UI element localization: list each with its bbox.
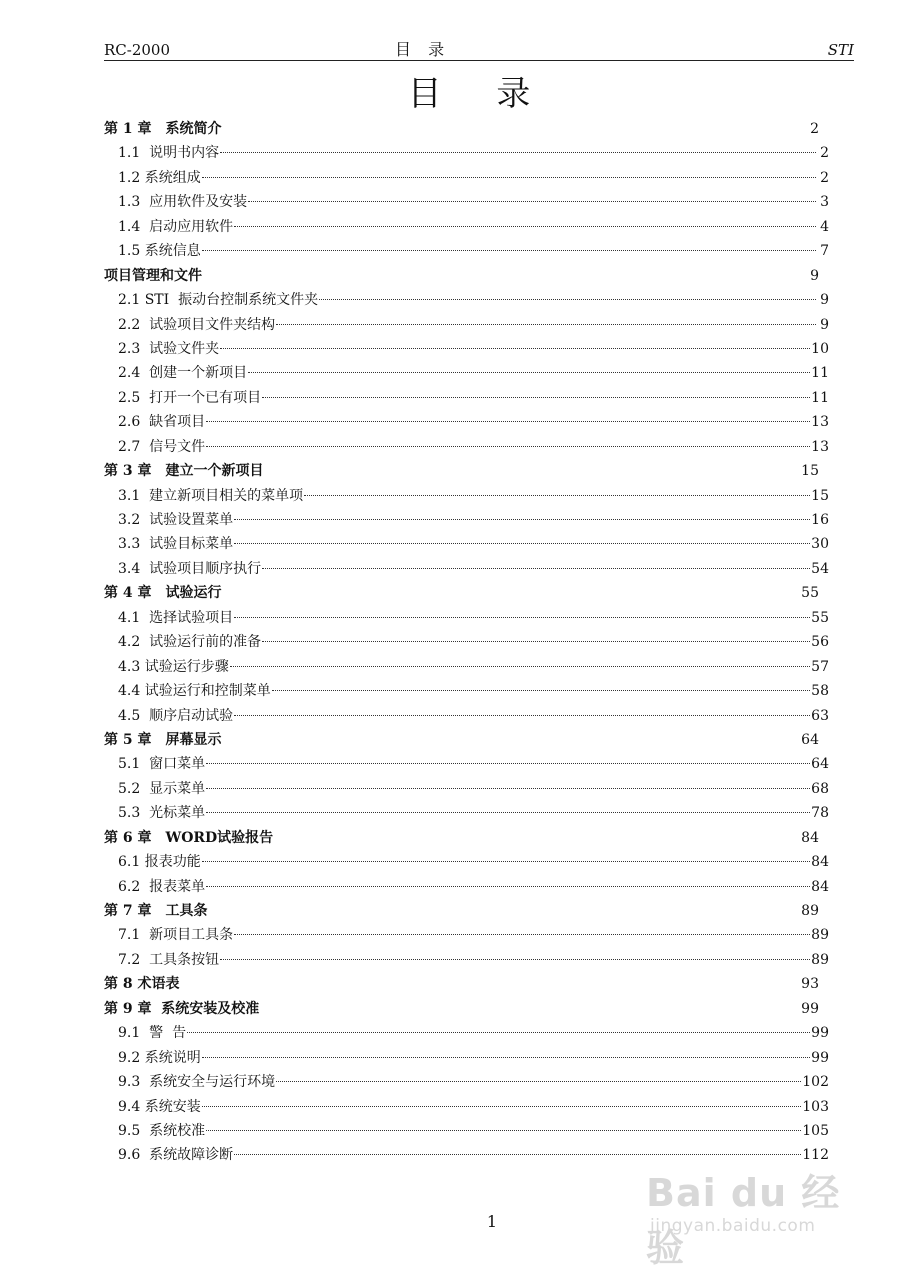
toc-entry-label: 4.1 选择试验项目 <box>118 609 234 626</box>
toc-dot-leader <box>206 763 810 764</box>
toc-entry-label: 4.3 试验运行步骤 <box>118 658 229 675</box>
toc-entry-label: 3.4 试验项目顺序执行 <box>118 560 262 577</box>
toc-entry-label: 第 5 章 屏幕显示 <box>104 731 222 748</box>
toc-dot-leader <box>202 177 816 178</box>
toc-page-number: 64 <box>811 756 829 773</box>
page-title: 目 录 <box>407 74 553 114</box>
watermark-logo <box>640 1160 860 1270</box>
toc-page-number: 105 <box>802 1122 829 1139</box>
toc-dot-leader <box>248 372 810 373</box>
toc-dot-leader <box>220 348 810 349</box>
toc-section-entry[interactable] <box>104 1046 829 1070</box>
table-of-contents <box>104 117 829 1168</box>
toc-page-number: 57 <box>811 658 829 675</box>
toc-entry-label: 9.5 系统校准 <box>118 1122 206 1139</box>
toc-page-number: 15 <box>811 487 829 504</box>
toc-dot-leader <box>234 1154 801 1155</box>
toc-page-number: 15 <box>801 463 819 480</box>
toc-chapter-entry[interactable] <box>104 826 829 850</box>
toc-entry-label: 第 1 章 系统简介 <box>104 121 222 137</box>
toc-section-entry[interactable] <box>104 313 829 337</box>
toc-section-entry[interactable] <box>104 532 829 556</box>
toc-dot-leader <box>230 666 810 667</box>
toc-chapter-entry[interactable] <box>104 264 829 288</box>
toc-page-number: 10 <box>811 340 829 357</box>
toc-entry-label: 4.4 试验运行和控制菜单 <box>118 683 271 700</box>
toc-section-entry[interactable] <box>104 606 829 630</box>
toc-page-number: 13 <box>811 438 829 455</box>
toc-entry-label: 4.5 顺序启动试验 <box>118 707 234 724</box>
toc-entry-label: 3.2 试验设置菜单 <box>118 512 234 528</box>
toc-dot-leader <box>234 617 810 618</box>
toc-dot-leader <box>304 495 810 496</box>
toc-section-entry[interactable] <box>104 1119 829 1143</box>
toc-entry-label: 第 8 术语表 <box>104 976 180 993</box>
toc-chapter-entry[interactable] <box>104 972 829 996</box>
toc-page-number: 99 <box>811 1049 829 1066</box>
toc-entry-label: 2.6 缺省项目 <box>118 414 206 431</box>
toc-entry-label: 第 3 章 建立一个新项目 <box>104 463 264 480</box>
toc-dot-leader <box>206 788 810 789</box>
toc-entry-label: 第 9 章 系统安装及校准 <box>104 1000 260 1017</box>
toc-dot-leader <box>262 641 810 642</box>
toc-page-number: 103 <box>802 1098 829 1115</box>
toc-page-number: 68 <box>811 780 829 797</box>
toc-page-number: 4 <box>820 218 829 235</box>
toc-dot-leader <box>202 250 816 251</box>
toc-dot-leader <box>234 934 810 935</box>
toc-section-entry[interactable] <box>104 288 829 312</box>
page-header <box>104 40 854 61</box>
toc-entry-label: 9.3 系统安全与运行环境 <box>118 1074 276 1091</box>
toc-entry-label: 第 7 章 工具条 <box>104 903 208 919</box>
toc-page-number: 11 <box>811 365 829 382</box>
toc-dot-leader <box>272 690 810 691</box>
toc-page-number: 58 <box>811 683 829 700</box>
toc-dot-leader <box>206 421 810 422</box>
toc-page-number: 30 <box>811 536 829 553</box>
toc-dot-leader <box>206 812 810 813</box>
toc-entry-label: 5.2 显示菜单 <box>118 780 206 797</box>
toc-section-entry[interactable] <box>104 630 829 654</box>
toc-page-number: 84 <box>801 829 819 846</box>
toc-section-entry[interactable] <box>104 655 829 679</box>
toc-section-entry[interactable] <box>104 875 829 899</box>
toc-page-number: 102 <box>802 1074 829 1091</box>
toc-section-entry[interactable] <box>104 361 829 385</box>
toc-section-entry[interactable] <box>104 141 829 165</box>
toc-chapter-entry[interactable] <box>104 728 829 752</box>
toc-page-number: 13 <box>811 414 829 431</box>
header-left-text: RC-2000 <box>104 41 171 59</box>
toc-dot-leader <box>206 446 810 447</box>
toc-entry-label: 第 6 章 WORD试验报告 <box>104 829 274 846</box>
toc-entry-label: 2.5 打开一个已有项目 <box>118 389 262 406</box>
toc-entry-label: 7.2 工具条按钮 <box>118 951 220 968</box>
toc-entry-label: 9.4 系统安装 <box>118 1098 201 1115</box>
toc-section-entry[interactable] <box>104 435 829 459</box>
toc-section-entry[interactable] <box>104 801 829 825</box>
toc-entry-label: 2.2 试验项目文件夹结构 <box>118 316 276 333</box>
toc-chapter-entry[interactable] <box>104 899 829 923</box>
toc-page-number: 89 <box>801 903 819 919</box>
toc-section-entry[interactable] <box>104 704 829 728</box>
toc-chapter-entry[interactable] <box>104 459 829 483</box>
toc-section-entry[interactable] <box>104 386 829 410</box>
toc-page-number: 64 <box>801 731 819 748</box>
toc-page-number: 89 <box>811 951 829 968</box>
toc-section-entry[interactable] <box>104 166 829 190</box>
toc-entry-label: 9.1 警 告 <box>118 1025 187 1042</box>
toc-entry-label: 第 4 章 试验运行 <box>104 585 222 602</box>
toc-section-entry[interactable] <box>104 1095 829 1119</box>
toc-section-entry[interactable] <box>104 557 829 581</box>
toc-section-entry[interactable] <box>104 679 829 703</box>
toc-chapter-entry[interactable] <box>104 581 829 605</box>
toc-section-entry[interactable] <box>104 410 829 434</box>
toc-page-number: 2 <box>810 121 819 137</box>
toc-dot-leader <box>234 226 816 227</box>
toc-dot-leader <box>202 1057 810 1058</box>
toc-section-entry[interactable] <box>104 1070 829 1094</box>
toc-section-entry[interactable] <box>104 190 829 214</box>
toc-page-number: 55 <box>801 585 819 602</box>
toc-page-number: 78 <box>811 805 829 822</box>
toc-entry-label: 9.2 系统说明 <box>118 1049 201 1066</box>
toc-entry-label: 9.6 系统故障诊断 <box>118 1147 234 1164</box>
toc-page-number: 56 <box>811 634 829 651</box>
toc-entry-label: 6.2 报表菜单 <box>118 878 206 895</box>
toc-entry-label: 3.3 试验目标菜单 <box>118 536 234 553</box>
toc-page-number: 84 <box>811 878 829 895</box>
header-right-text: STI <box>827 41 854 59</box>
toc-dot-leader <box>234 543 810 544</box>
toc-entry-label: 项目管理和文件 <box>104 267 202 284</box>
toc-chapter-entry[interactable] <box>104 117 829 141</box>
toc-page-number: 55 <box>811 609 829 626</box>
toc-entry-label: 6.1 报表功能 <box>118 854 201 871</box>
toc-section-entry[interactable] <box>104 777 829 801</box>
watermark-url: jingyan.baidu.com <box>650 1216 816 1236</box>
toc-dot-leader <box>234 519 810 520</box>
toc-dot-leader <box>262 568 810 569</box>
toc-entry-label: 1.3 应用软件及安装 <box>118 194 248 211</box>
toc-page-number: 89 <box>811 927 829 944</box>
toc-dot-leader <box>187 1032 810 1033</box>
toc-entry-label: 1.1 说明书内容 <box>118 145 220 162</box>
toc-page-number: 84 <box>811 854 829 871</box>
toc-page-number: 9 <box>820 292 829 309</box>
toc-page-number: 3 <box>820 194 829 211</box>
toc-entry-label: 4.2 试验运行前的准备 <box>118 634 262 651</box>
toc-dot-leader <box>206 886 810 887</box>
toc-section-entry[interactable] <box>104 923 829 947</box>
toc-page-number: 2 <box>820 169 829 186</box>
toc-section-entry[interactable] <box>104 484 829 508</box>
toc-section-entry[interactable] <box>104 337 829 361</box>
toc-page-number: 7 <box>820 243 829 260</box>
watermark-brand: Bai du 经验 <box>646 1171 841 1270</box>
toc-section-entry[interactable] <box>104 239 829 263</box>
toc-page-number: 99 <box>811 1025 829 1042</box>
toc-page-number: 54 <box>811 560 829 577</box>
toc-entry-label: 2.3 试验文件夹 <box>118 340 220 357</box>
toc-page-number: 93 <box>801 976 819 993</box>
toc-section-entry[interactable] <box>104 752 829 776</box>
toc-page-number: 99 <box>801 1000 819 1017</box>
toc-entry-label: 2.4 创建一个新项目 <box>118 365 248 382</box>
toc-dot-leader <box>276 324 816 325</box>
toc-entry-label: 1.2 系统组成 <box>118 169 201 186</box>
header-center-text: 目 录 <box>395 40 451 59</box>
toc-dot-leader <box>234 715 810 716</box>
toc-dot-leader <box>276 1081 801 1082</box>
toc-dot-leader <box>262 397 810 398</box>
toc-section-entry[interactable] <box>104 948 829 972</box>
toc-page-number: 16 <box>811 512 829 528</box>
toc-dot-leader <box>202 1106 802 1107</box>
toc-entry-label: 1.4 启动应用软件 <box>118 218 234 235</box>
toc-page-number: 11 <box>811 389 829 406</box>
toc-section-entry[interactable] <box>104 1021 829 1045</box>
toc-entry-label: 2.7 信号文件 <box>118 438 206 455</box>
toc-page-number: 2 <box>820 145 829 162</box>
toc-entry-label: 7.1 新项目工具条 <box>118 927 234 944</box>
toc-dot-leader <box>319 299 816 300</box>
toc-page-number: 112 <box>802 1147 829 1164</box>
toc-dot-leader <box>220 152 816 153</box>
toc-section-entry[interactable] <box>104 850 829 874</box>
toc-entry-label: 5.1 窗口菜单 <box>118 756 206 773</box>
toc-dot-leader <box>206 1130 801 1131</box>
toc-page-number: 9 <box>810 267 819 284</box>
page-number: 1 <box>486 1212 498 1231</box>
toc-dot-leader <box>202 861 810 862</box>
toc-section-entry[interactable] <box>104 508 829 532</box>
toc-section-entry[interactable] <box>104 215 829 239</box>
toc-dot-leader <box>248 201 816 202</box>
toc-entry-label: 2.1 STI 振动台控制系统文件夹 <box>118 292 319 309</box>
toc-page-number: 9 <box>820 316 829 333</box>
toc-page-number: 63 <box>811 707 829 724</box>
toc-dot-leader <box>220 959 810 960</box>
toc-entry-label: 1.5 系统信息 <box>118 243 201 260</box>
toc-chapter-entry[interactable] <box>104 997 829 1021</box>
toc-entry-label: 5.3 光标菜单 <box>118 805 206 822</box>
toc-entry-label: 3.1 建立新项目相关的菜单项 <box>118 487 304 504</box>
